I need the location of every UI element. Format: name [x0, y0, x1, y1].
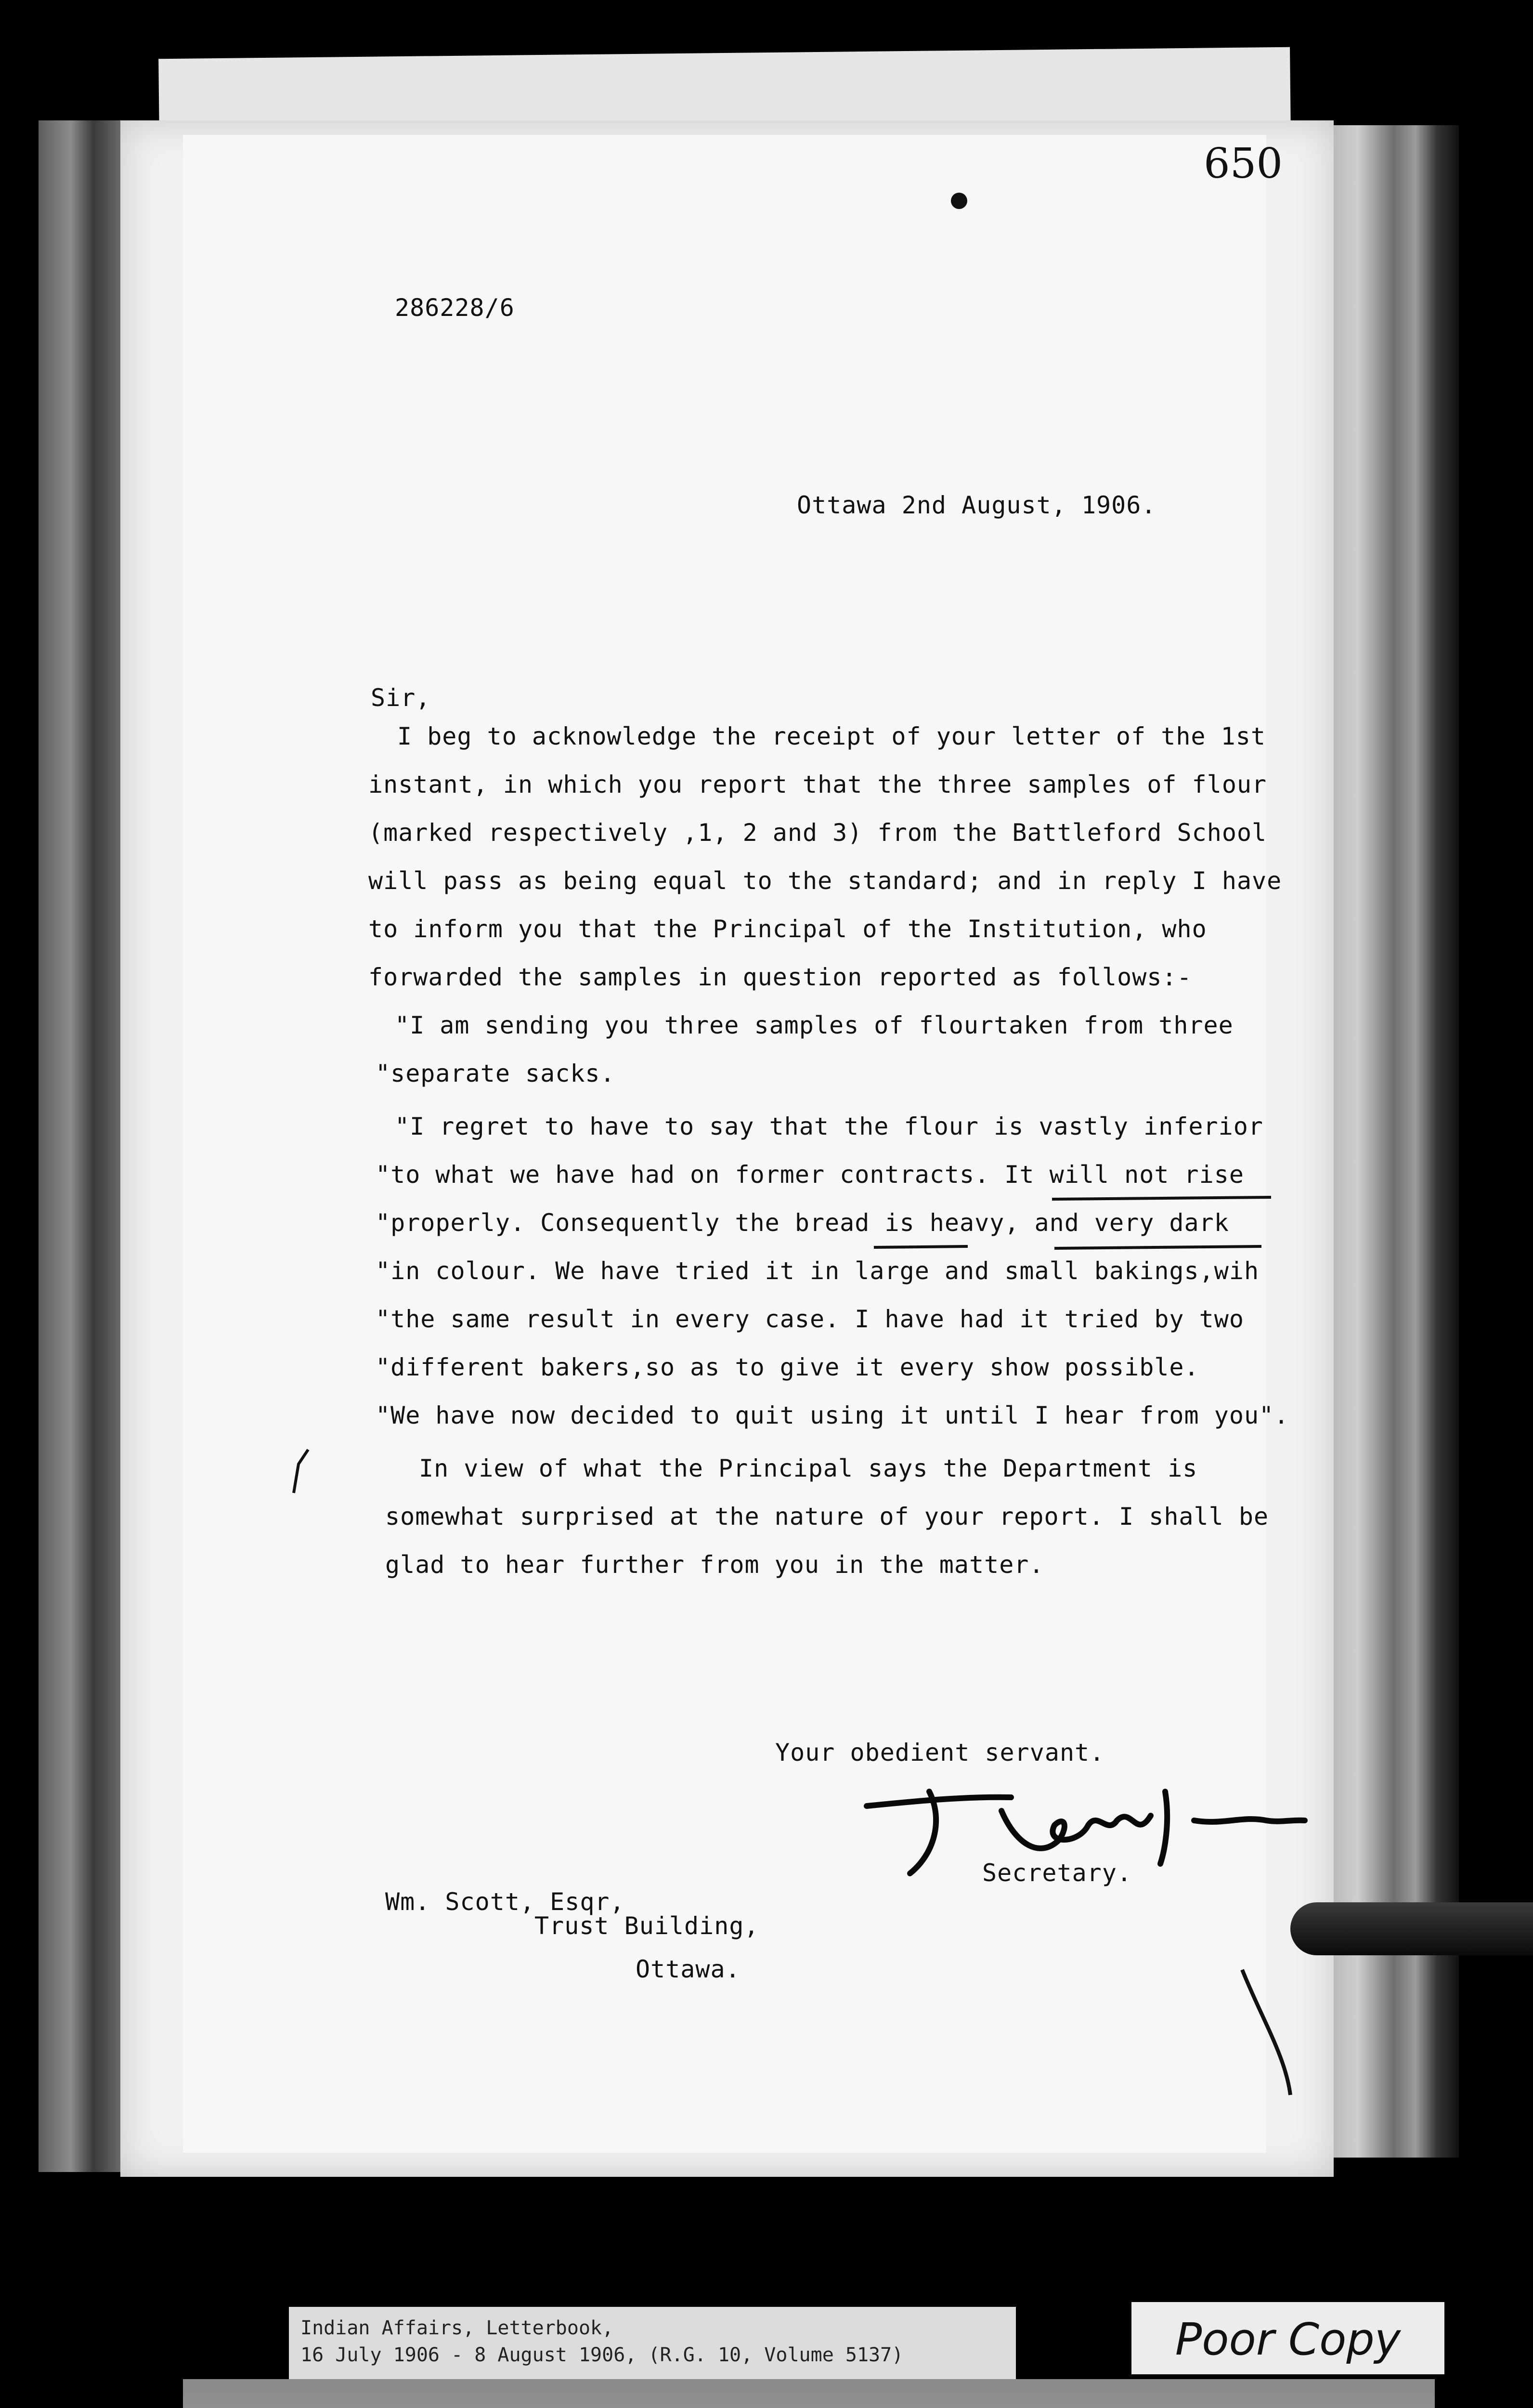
quote-line: "We have now decided to quit using it until I hear from you".: [376, 1401, 1289, 1429]
archive-board: [183, 2379, 1435, 2408]
folio-number: 650: [1204, 140, 1283, 188]
addressee-name: Wm. Scott, Esqr,: [385, 1888, 625, 1916]
quote-line: "I regret to have to say that the flour is vastly inferior: [395, 1112, 1263, 1140]
ink-blot: [951, 193, 967, 209]
body-line: I beg to acknowledge the receipt of your letter of the 1st: [397, 722, 1266, 750]
body-line: to inform you that the Principal of the Institution, who: [368, 915, 1207, 943]
quote-line: "separate sacks.: [376, 1060, 615, 1087]
quote-line: "to what we have had on former contracts. It will not rise: [376, 1161, 1244, 1189]
salutation: Sir,: [371, 684, 431, 712]
margin-mark: [284, 1445, 313, 1498]
quote-line: "in colour. We have tried it in large and small bakings,wih: [376, 1257, 1260, 1285]
body-line: (marked respectively ,1, 2 and 3) from the Battleford School: [368, 819, 1267, 847]
date-line: Ottawa 2nd August, 1906.: [797, 491, 1156, 519]
body-line: glad to hear further from you in the matter.: [385, 1551, 1044, 1579]
volume-right-edge: [1314, 125, 1459, 2158]
volume-left-edge: [39, 120, 130, 2172]
quote-line: "different bakers,so as to give it every show possible.: [376, 1353, 1199, 1381]
quote-line: "the same result in every case. I have had it tried by two: [376, 1305, 1244, 1333]
pointer-tab: [1290, 1902, 1533, 1955]
caption-line: 16 July 1906 - 8 August 1906, (R.G. 10, Volume 5137): [300, 2344, 904, 2366]
pen-stroke: [1233, 1960, 1310, 2105]
body-line: somewhat surprised at the nature of your report. I shall be: [385, 1503, 1269, 1531]
underline-heavy-very-dark: [871, 1243, 1266, 1253]
addressee-city: Ottawa.: [636, 1955, 741, 1983]
body-line: forwarded the samples in question reported as follows:-: [368, 963, 1192, 991]
body-line: will pass as being equal to the standard; and in reply I have: [368, 867, 1282, 895]
underline-not-rise: [1050, 1194, 1276, 1204]
quote-line: "properly. Consequently the bread is heavy, and very dark: [376, 1209, 1229, 1237]
signer-title: Secretary.: [982, 1859, 1132, 1887]
addressee-street: Trust Building,: [534, 1912, 759, 1940]
body-line: In view of what the Principal says the Department is: [419, 1454, 1198, 1482]
file-reference: 286228/6: [395, 294, 515, 322]
poor-copy-label: Poor Copy: [1131, 2302, 1444, 2374]
closing: Your obedient servant.: [775, 1739, 1105, 1767]
body-line: instant, in which you report that the three samples of flour: [368, 771, 1267, 798]
quote-line: "I am sending you three samples of flourtaken from three: [395, 1011, 1234, 1039]
archive-caption: [289, 2307, 1016, 2379]
caption-line: Indian Affairs, Letterbook,: [300, 2317, 614, 2339]
